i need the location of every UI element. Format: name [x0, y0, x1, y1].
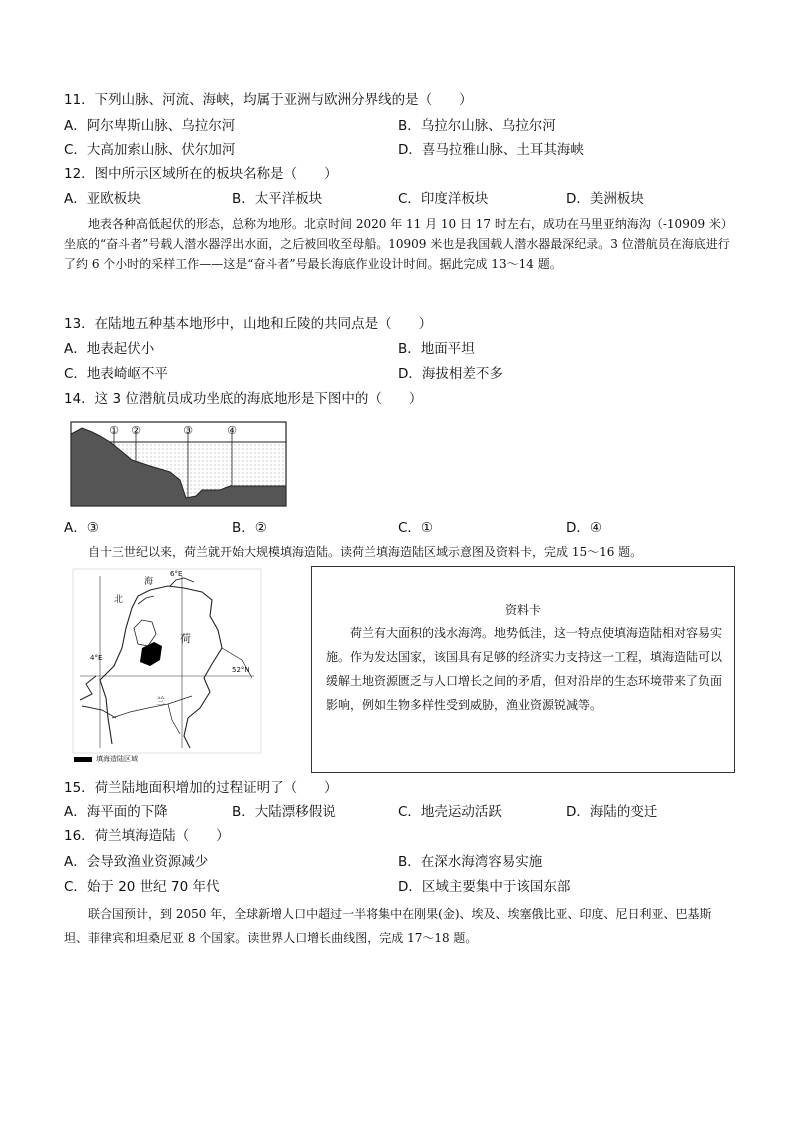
q13-option-c: C．地表崎岖不平	[64, 366, 168, 382]
map-label-sea: 海	[144, 577, 154, 587]
q15-option-c: C．地壳运动活跃	[398, 804, 502, 820]
q13-option-a: A．地表起伏小	[64, 341, 155, 357]
legend-label: 填海造陆区域	[96, 755, 138, 763]
profile-label-3: ③	[183, 424, 193, 437]
q13-option-b: B．地面平坦	[398, 341, 475, 357]
profile-label-4: ④	[227, 424, 237, 437]
passage-deep-sea: 地表各种高低起伏的形态，总称为地形。北京时间 2020 年 11 月 10 日 17 时左右，成功在马里亚纳海沟（-10909 米）坐底的“奋斗者”号载人潜水器浮出水面，之后被回收至母船。10909 米也是我国载人潜水器最深纪录。3 位潜航员在海底进行了约 6 个小时的采样工作——这是“奋斗者”号最长海底作业设计时间。据此完成 13～14 题。	[64, 217, 733, 271]
question-11-stem: 11．下列山脉、河流、海峡，均属于亚洲与欧洲分界线的是（ ）	[64, 92, 473, 108]
q16-option-b: B．在深水海湾容易实施	[398, 854, 543, 870]
question-14-stem: 14．这 3 位潜航员成功坐底的海底地形是下图中的（ ）	[64, 391, 423, 407]
legend-swatch	[74, 757, 92, 762]
map-label-4e: 4°E	[90, 654, 103, 662]
map-label-he: 荷	[180, 632, 191, 645]
q12-option-c: C．印度洋板块	[398, 191, 489, 207]
map-legend	[74, 754, 138, 764]
map-label-north: 北	[114, 595, 124, 605]
passage-netherlands: 自十三世纪以来，荷兰就开始大规模填海造陆。读荷兰填海造陆区域示意图及资料卡，完成 15～16 题。	[88, 545, 643, 559]
netherlands-map	[72, 568, 262, 754]
q15-option-b: B．大陆漂移假说	[232, 804, 336, 820]
map-label-52n: 52°N	[232, 666, 250, 674]
info-card-title: 资料卡	[504, 603, 541, 617]
question-13-stem: 13．在陆地五种基本地形中，山地和丘陵的共同点是（ ）	[64, 316, 433, 332]
q12-option-b: B．太平洋板块	[232, 191, 323, 207]
q11-option-d: D．喜马拉雅山脉、土耳其海峡	[398, 142, 584, 158]
info-card-body: 荷兰有大面积的浅水海湾。地势低洼，这一特点使填海造陆相对容易实施。作为发达国家，该国具有足够的经济实力支持这一工程，填海造陆可以缓解土地资源匮乏与人口增长之间的矛盾，但对沿岸的生态环境带来了负面影响，例如生物多样性受到威胁，渔业资源锐减等。	[326, 626, 723, 712]
q15-option-d: D．海陆的变迁	[566, 804, 658, 820]
q12-option-d: D．美洲板块	[566, 191, 644, 207]
q14-option-d: D．④	[566, 520, 602, 536]
passage-population: 联合国预计，到 2050 年，全球新增人口中超过一半将集中在刚果(金)、埃及、埃塞俄比亚、印度、尼日利亚、巴基斯坦、菲律宾和坦桑尼亚 8 个国家。读世界人口增长曲线图，完成 17～18 题。	[64, 907, 712, 945]
q14-option-b: B．②	[232, 520, 267, 536]
map-label-lan: 兰	[156, 697, 166, 707]
profile-label-1: ①	[109, 424, 119, 437]
question-12-stem: 12．图中所示区域所在的板块名称是（ ）	[64, 166, 338, 182]
q16-option-c: C．始于 20 世纪 70 年代	[64, 879, 220, 895]
info-card	[311, 566, 735, 773]
q15-option-a: A．海平面的下降	[64, 804, 168, 820]
q13-option-d: D．海拔相差不多	[398, 366, 503, 382]
profile-label-2: ②	[131, 424, 141, 437]
map-label-6e: 6°E	[170, 570, 183, 578]
q11-option-a: A．阿尔卑斯山脉、乌拉尔河	[64, 118, 236, 134]
q16-option-d: D．区域主要集中于该国东部	[398, 879, 571, 895]
question-16-stem: 16．荷兰填海造陆（ ）	[64, 828, 230, 844]
q12-option-a: A．亚欧板块	[64, 191, 141, 207]
q14-option-c: C．①	[398, 520, 434, 536]
q11-option-c: C．大高加索山脉、伏尔加河	[64, 142, 236, 158]
seafloor-profile-figure	[70, 420, 288, 510]
q16-option-a: A．会导致渔业资源减少	[64, 854, 209, 870]
q14-option-a: A．③	[64, 520, 99, 536]
question-15-stem: 15．荷兰陆地面积增加的过程证明了（ ）	[64, 780, 338, 796]
q11-option-b: B．乌拉尔山脉、乌拉尔河	[398, 118, 556, 134]
